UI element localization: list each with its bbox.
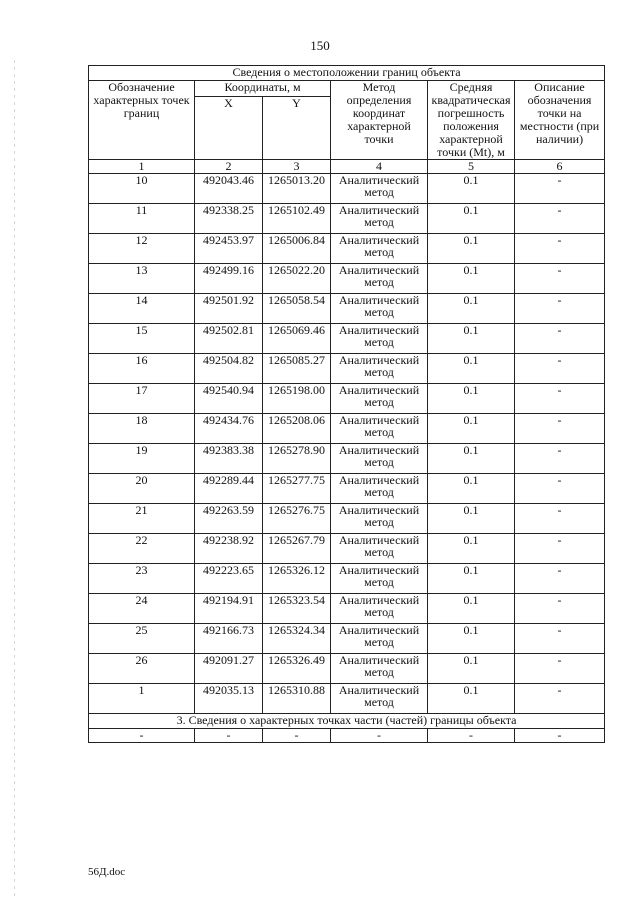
cell-x: 492035.13 [195, 684, 263, 714]
table-row [89, 444, 605, 474]
cell-x: 492263.59 [195, 504, 263, 534]
cell-desc: - [515, 444, 605, 474]
cell-y: 1265022.20 [263, 264, 331, 294]
cell-error: 0.1 [428, 354, 515, 384]
cell-method: Аналитический метод [331, 624, 428, 654]
cell-y: 1265326.12 [263, 564, 331, 594]
cell-desc: - [515, 594, 605, 624]
cell-point: 24 [89, 594, 195, 624]
cell-point: 16 [89, 354, 195, 384]
cell-error: 0.1 [428, 294, 515, 324]
table-row [89, 624, 605, 654]
table-row [89, 354, 605, 384]
cell-y: 1265069.46 [263, 324, 331, 354]
header-y: Y [263, 97, 331, 160]
table-row [89, 474, 605, 504]
column-number: 4 [331, 160, 428, 174]
cell-error: 0.1 [428, 444, 515, 474]
cell-point: 15 [89, 324, 195, 354]
cell-point: 21 [89, 504, 195, 534]
table-row [89, 534, 605, 564]
cell-method: Аналитический метод [331, 384, 428, 414]
cell-error: 0.1 [428, 504, 515, 534]
table-row [89, 414, 605, 444]
table-row [89, 294, 605, 324]
cell-point: 12 [89, 234, 195, 264]
cell-point: 22 [89, 534, 195, 564]
section3-cell: - [195, 729, 263, 743]
cell-point: 26 [89, 654, 195, 684]
cell-x: 492223.65 [195, 564, 263, 594]
cell-error: 0.1 [428, 384, 515, 414]
column-number: 6 [515, 160, 605, 174]
table-row [89, 204, 605, 234]
cell-point: 18 [89, 414, 195, 444]
cell-x: 492238.92 [195, 534, 263, 564]
cell-y: 1265326.49 [263, 654, 331, 684]
header-point: Обозначение характерных точек границ [89, 81, 195, 160]
scan-edge-artifact [14, 60, 15, 900]
cell-x: 492540.94 [195, 384, 263, 414]
cell-method: Аналитический метод [331, 414, 428, 444]
cell-point: 14 [89, 294, 195, 324]
cell-method: Аналитический метод [331, 474, 428, 504]
cell-desc: - [515, 354, 605, 384]
boundary-table [88, 65, 605, 743]
column-number: 1 [89, 160, 195, 174]
cell-y: 1265013.20 [263, 174, 331, 204]
cell-desc: - [515, 204, 605, 234]
cell-y: 1265102.49 [263, 204, 331, 234]
page-number: 150 [310, 38, 330, 53]
cell-error: 0.1 [428, 474, 515, 504]
cell-x: 492453.97 [195, 234, 263, 264]
cell-desc: - [515, 264, 605, 294]
cell-x: 492289.44 [195, 474, 263, 504]
cell-desc: - [515, 234, 605, 264]
cell-method: Аналитический метод [331, 354, 428, 384]
cell-method: Аналитический метод [331, 324, 428, 354]
cell-x: 492501.92 [195, 294, 263, 324]
cell-error: 0.1 [428, 534, 515, 564]
section3-title: 3. Сведения о характерных точках части (частей) границы объекта [89, 714, 605, 729]
cell-method: Аналитический метод [331, 564, 428, 594]
cell-x: 492166.73 [195, 624, 263, 654]
cell-desc: - [515, 174, 605, 204]
footer-filename: 56Д.doc [88, 866, 126, 878]
cell-y: 1265323.54 [263, 594, 331, 624]
section3-cell: - [263, 729, 331, 743]
cell-error: 0.1 [428, 234, 515, 264]
table-row [89, 264, 605, 294]
cell-method: Аналитический метод [331, 534, 428, 564]
cell-point: 20 [89, 474, 195, 504]
table-row [89, 684, 605, 714]
cell-method: Аналитический метод [331, 684, 428, 714]
section3-cell: - [89, 729, 195, 743]
table-row [89, 324, 605, 354]
cell-method: Аналитический метод [331, 654, 428, 684]
table-row [89, 654, 605, 684]
cell-x: 492502.81 [195, 324, 263, 354]
cell-y: 1265267.79 [263, 534, 331, 564]
table-row [89, 594, 605, 624]
table-title: Сведения о местоположении границ объекта [89, 66, 605, 81]
cell-y: 1265085.27 [263, 354, 331, 384]
cell-point: 13 [89, 264, 195, 294]
cell-x: 492194.91 [195, 594, 263, 624]
cell-method: Аналитический метод [331, 444, 428, 474]
cell-method: Аналитический метод [331, 234, 428, 264]
section3-cell: - [515, 729, 605, 743]
cell-x: 492434.76 [195, 414, 263, 444]
cell-y: 1265058.54 [263, 294, 331, 324]
cell-method: Аналитический метод [331, 294, 428, 324]
cell-desc: - [515, 504, 605, 534]
cell-error: 0.1 [428, 594, 515, 624]
cell-error: 0.1 [428, 654, 515, 684]
column-number: 3 [263, 160, 331, 174]
cell-method: Аналитический метод [331, 504, 428, 534]
cell-point: 19 [89, 444, 195, 474]
cell-method: Аналитический метод [331, 174, 428, 204]
table-row [89, 504, 605, 534]
cell-point: 1 [89, 684, 195, 714]
cell-y: 1265277.75 [263, 474, 331, 504]
cell-error: 0.1 [428, 324, 515, 354]
cell-error: 0.1 [428, 414, 515, 444]
cell-y: 1265324.34 [263, 624, 331, 654]
cell-y: 1265006.84 [263, 234, 331, 264]
cell-y: 1265276.75 [263, 504, 331, 534]
cell-x: 492504.82 [195, 354, 263, 384]
section3-row [89, 729, 605, 743]
cell-method: Аналитический метод [331, 204, 428, 234]
cell-desc: - [515, 294, 605, 324]
cell-point: 11 [89, 204, 195, 234]
cell-x: 492043.46 [195, 174, 263, 204]
cell-desc: - [515, 654, 605, 684]
cell-error: 0.1 [428, 564, 515, 594]
cell-x: 492091.27 [195, 654, 263, 684]
cell-point: 10 [89, 174, 195, 204]
table-row [89, 564, 605, 594]
cell-desc: - [515, 474, 605, 504]
cell-error: 0.1 [428, 624, 515, 654]
table-row [89, 174, 605, 204]
cell-y: 1265278.90 [263, 444, 331, 474]
cell-error: 0.1 [428, 204, 515, 234]
header-method: Метод определения координат характерной точки [331, 81, 428, 160]
cell-desc: - [515, 534, 605, 564]
cell-desc: - [515, 324, 605, 354]
cell-y: 1265198.00 [263, 384, 331, 414]
cell-desc: - [515, 564, 605, 594]
cell-point: 25 [89, 624, 195, 654]
cell-point: 17 [89, 384, 195, 414]
cell-point: 23 [89, 564, 195, 594]
cell-desc: - [515, 414, 605, 444]
table-row [89, 384, 605, 414]
header-coords: Координаты, м [195, 81, 331, 97]
header-error: Средняя квадратическая погрешность положения характерной точки (Mt), м [428, 81, 515, 160]
cell-error: 0.1 [428, 684, 515, 714]
section3-cell: - [331, 729, 428, 743]
header-description: Описание обозначения точки на местности (при наличии) [515, 81, 605, 160]
cell-error: 0.1 [428, 174, 515, 204]
cell-method: Аналитический метод [331, 264, 428, 294]
cell-desc: - [515, 384, 605, 414]
cell-error: 0.1 [428, 264, 515, 294]
cell-method: Аналитический метод [331, 594, 428, 624]
header-x: X [195, 97, 263, 160]
table-row [89, 234, 605, 264]
cell-y: 1265310.88 [263, 684, 331, 714]
column-number: 5 [428, 160, 515, 174]
column-number: 2 [195, 160, 263, 174]
cell-x: 492499.16 [195, 264, 263, 294]
section3-cell: - [428, 729, 515, 743]
cell-desc: - [515, 624, 605, 654]
cell-x: 492338.25 [195, 204, 263, 234]
cell-desc: - [515, 684, 605, 714]
cell-y: 1265208.06 [263, 414, 331, 444]
cell-x: 492383.38 [195, 444, 263, 474]
